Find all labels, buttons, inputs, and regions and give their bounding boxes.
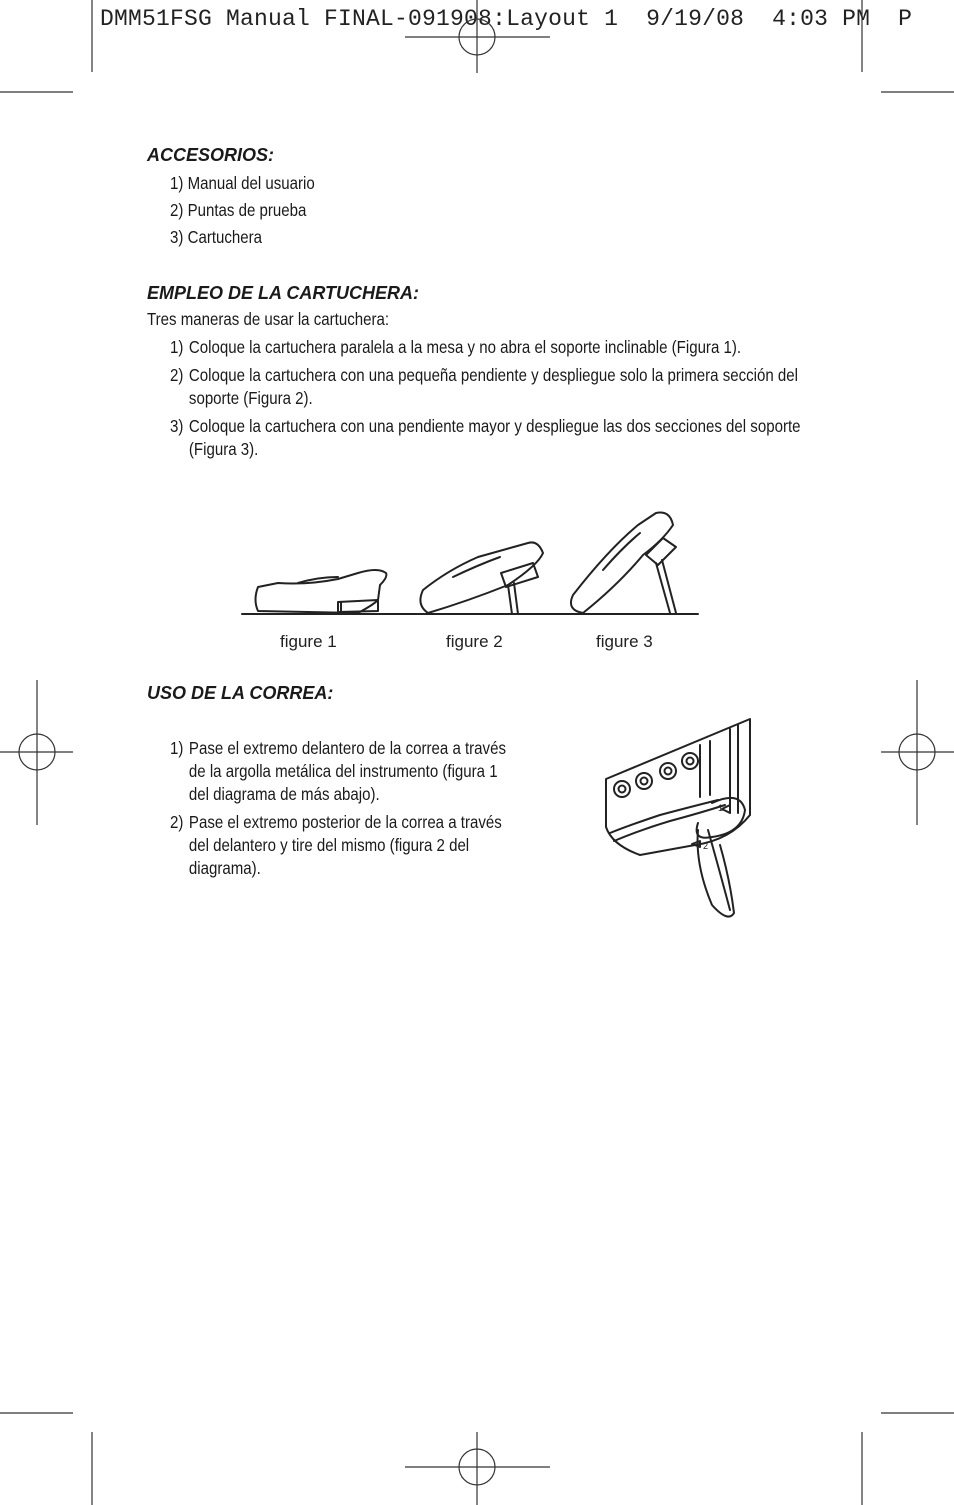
holster-figure-3 [571,513,676,614]
accesorios-heading: ACCESORIOS: [147,145,275,165]
print-slug-line: DMM51FSG Manual FINAL-091908:Layout 1 9/19/08 4:03 PM P [100,6,913,32]
empleo-intro: Tres maneras de usar la cartuchera: [147,309,390,329]
holster-figures-illustration [238,505,703,625]
strap-loop [697,798,745,917]
registration-mark-top [405,0,550,73]
empleo-list [170,336,824,466]
accesorios-list [170,170,315,251]
registration-mark-left [0,680,73,825]
registration-mark-right [881,680,954,825]
figure-2-caption: figure 2 [446,632,503,651]
correa-heading: USO DE LA CORREA: [147,683,334,703]
diagram-label-2: 2 [703,841,709,851]
registration-mark-bottom [405,1432,550,1505]
list-item: 1) Coloque la cartuchera paralela a la mesa y no abra el soporte inclinable (Figura 1). [170,337,742,357]
list-item: 3) Coloque la cartuchera con una pendiente mayor y despliegue las dos secciones del soporte (Figura 3). [170,416,801,459]
strap-diagram-illustration [600,715,760,925]
holster-figure-2 [420,542,543,614]
diagram-label-1: 1 [718,803,724,813]
figure-1-caption: figure 1 [280,632,337,651]
list-item: 2) Coloque la cartuchera con una pequeña pendiente y despliegue solo la primera sección del soporte (Figura 2). [170,365,799,408]
list-item: 2) Pase el extremo posterior de la correa a través del delantero y tire del mismo (figura 2 del diagrama). [170,812,502,878]
input-jacks [614,753,698,797]
figure-3-caption: figure 3 [596,632,653,651]
list-item: 1) Manual del usuario [170,173,315,193]
list-item: 2) Puntas de prueba [170,200,307,220]
empleo-heading: EMPLEO DE LA CARTUCHERA: [147,283,420,303]
correa-list [170,737,514,885]
list-item: 3) Cartuchera [170,227,263,247]
list-item: 1) Pase el extremo delantero de la correa a través de la argolla metálica del instrumento (figura 1 del diagrama de más abajo). [170,738,506,804]
holster-figure-1 [256,570,387,613]
